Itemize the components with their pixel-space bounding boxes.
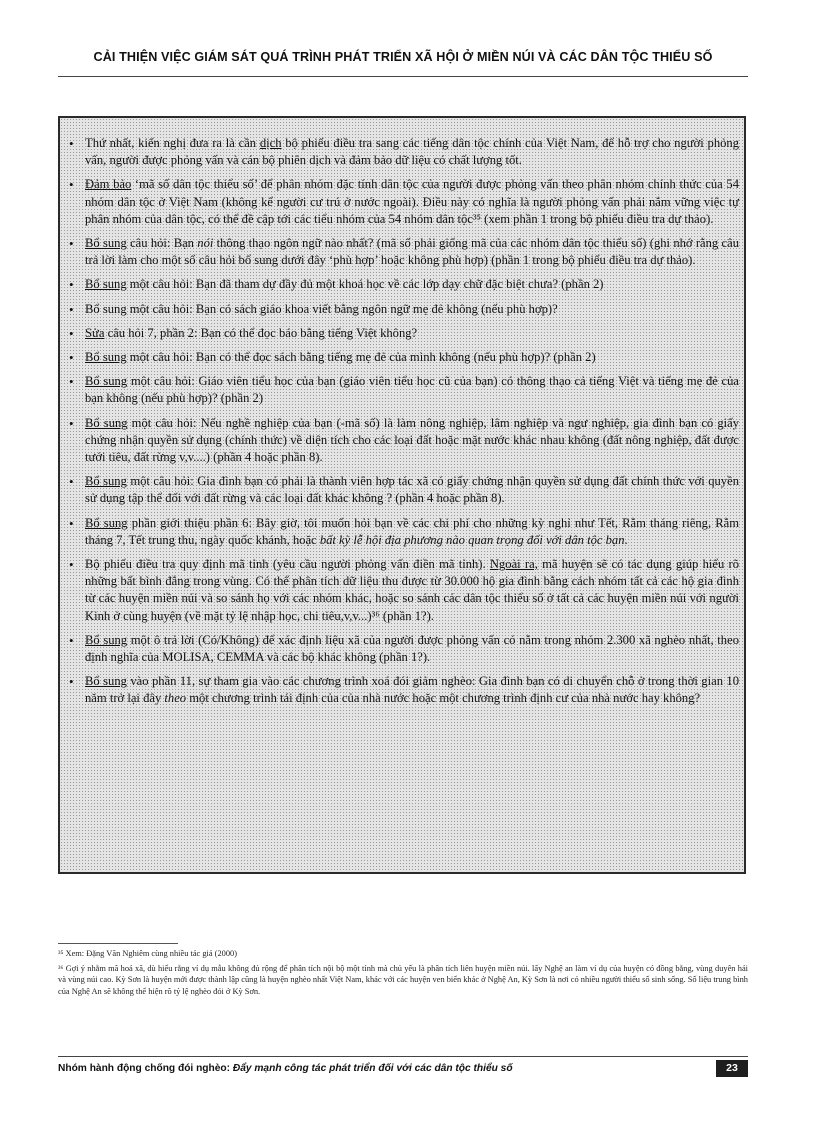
footnote-36: ³⁶ Gợi ý nhằm mã hoá xã, dù hiểu rằng ví dụ mẫu không đủ rộng để phân tích nội bộ một tỉnh mà chủ yếu là phân tích liên huyện miền núi. lấy Nghệ an làm ví dụ của huyện có đồng bằng, vùng duyên hải và vùng núi cao. Kỳ Sơn là huyện mới được thành lập cũng là huyện nghèo nhất Việt Nam, khác với các huyện ven biển khác ở Nghệ An, Kỳ Sơn là nơi có nhiều người thiểu số sinh sống. Số liệu trung bình của Nghệ An sẽ không thể hiện rõ tỷ lệ nghèo đói ở Kỳ Sơn.	[58, 963, 748, 996]
list-item: • Sửa câu hỏi 7, phần 2: Bạn có thể đọc báo bằng tiếng Việt không?	[69, 325, 739, 342]
footer-org: Nhóm hành động chống đói nghèo:	[58, 1063, 233, 1074]
footnotes	[58, 948, 748, 1000]
list-item: • Bổ sung một câu hỏi: Giáo viên tiểu học của bạn (giáo viên tiểu học cũ của bạn) có thông thạo cả tiếng Việt và tiếng mẹ đẻ của bạn không (nếu phù hợp)? (phần 2)	[69, 373, 739, 407]
list-item: • Đảm bảo ‘mã số dân tộc thiểu số’ để phân nhóm đặc tính dân tộc của người được phỏng vấn theo phân nhóm chính thức của 54 nhóm dân tộc ở Việt Nam (không kể người cư trú ở nước ngoài). Điều này có nghĩa là người phỏng vấn phải nắm vững việc tự phân nhóm của dân tộc, có thể đề cập tới các tiểu nhóm của 54 nhóm dân tộc³⁵ (xem phần 1 trong bộ phiếu điều tra dự thảo).	[69, 176, 739, 228]
page-number: 23	[716, 1060, 748, 1077]
footer-subtitle: Đẩy mạnh công tác phát triển đối với các dân tộc thiểu số	[232, 1063, 513, 1074]
list-item: • Bổ sung vào phần 11, sự tham gia vào các chương trình xoá đói giảm nghèo: Gia đình bạn có di chuyển chỗ ở trong thời gian 10 năm trở lại đây theo một chương trình tái định của của nhà nước hoặc một chương trình định cư của nhà nước hay không?	[69, 673, 739, 707]
footnote-35: ³⁵ Xem: Đặng Văn Nghiêm cùng nhiều tác giả (2000)	[58, 949, 238, 958]
footnote-divider	[58, 943, 178, 944]
running-footer	[58, 1063, 513, 1074]
running-header: CẢI THIỆN VIỆC GIÁM SÁT QUÁ TRÌNH PHÁT TRIỂN XÃ HỘI Ở MIỀN NÚI VÀ CÁC DÂN TỘC THIỂU SỐ	[93, 50, 713, 64]
list-item: • Bổ sung một ô trả lời (Có/Không) để xác định liệu xã của người được phỏng vấn có nằm trong nhóm 2.300 xã nghèo nhất, theo định nghĩa của MOLISA, CEMMA và các bộ khác không (phần 1?).	[69, 632, 739, 666]
recommendation-list	[69, 135, 739, 708]
list-item: • Bộ phiếu điều tra quy định mã tỉnh (yêu cầu người phỏng vấn điền mã tỉnh). Ngoài ra, mã huyện sẽ có tác dụng giúp hiểu rõ những bất bình đẳng trong vùng. Có thể phân tích dữ liệu thu được từ 30.000 hộ gia đình bằng cách nhóm tất cả các hộ gia đình từ các huyện miền núi và so sánh họ với các nhóm khác, hoặc so sánh các dân tộc thiểu số ở tất cả các huyện miền núi với người Kinh ở cùng huyện (về mặt tỷ lệ nhập học, chi tiêu,v,v...)³⁶ (phần 1?).	[69, 556, 739, 625]
list-item: • Bổ sung phần giới thiệu phần 6: Bây giờ, tôi muốn hỏi bạn về các chi phí cho những kỳ nghỉ như Tết, Rằm tháng riêng, Rằm tháng 7, Tết trung thu, ngày quốc khánh, hoặc bất kỳ lễ hội địa phương nào quan trọng đối với dân tộc bạn.	[69, 515, 739, 549]
list-item: • Bổ sung một câu hỏi: Gia đình bạn có phải là thành viên hợp tác xã có giấy chứng nhận quyền sử dụng đất chính thức với quyền sử dụng tập thể đối với đất rừng và các loại đất khác không ? (phần 4 hoặc phần 8).	[69, 473, 739, 507]
recommendations-box	[58, 116, 746, 874]
list-item: • Bổ sung một câu hỏi: Bạn đã tham dự đầy đủ một khoá học về các lớp dạy chữ đặc biệt chưa? (phần 2)	[69, 276, 739, 293]
list-item: • Bổ sung câu hỏi: Bạn nói thông thạo ngôn ngữ nào nhất? (mã số phải giống mã của các nhóm dân tộc thiểu số) (ghi nhớ rằng câu trả lời làm cho một số câu hỏi bổ sung dưới đây ‘phù hợp’ hoặc không phù hợp) (phần 1 trong bộ phiếu điều tra dự thảo).	[69, 235, 739, 269]
list-item: • Thứ nhất, kiến nghị đưa ra là cần dịch bộ phiếu điều tra sang các tiếng dân tộc chính của Việt Nam, để hỗ trợ cho người phỏng vấn, người được phỏng vấn và cán bộ phiên dịch và đảm bảo dữ liệu có chất lượng tốt.	[69, 135, 739, 169]
list-item: • Bổ sung một câu hỏi: Nếu nghề nghiệp của bạn (-mã số) là làm nông nghiệp, lâm nghiệp và ngư nghiệp, gia đình bạn có giấy chứng nhận quyền sử dụng (chính thức) về diện tích cho các loại đất hoặc mặt nước khác nhau không (đất nông nghiệp, đất được tưới tiêu, đất rừng v,v....) (phần 4 hoặc phần 8).	[69, 415, 739, 467]
list-item: • Bổ sung một câu hỏi: Bạn có sách giáo khoa viết bằng ngôn ngữ mẹ đẻ không (nếu phù hợp)?	[69, 301, 739, 318]
footer-divider	[58, 1056, 748, 1057]
header-divider	[58, 76, 748, 77]
list-item: • Bổ sung một câu hỏi: Bạn có thể đọc sách bằng tiếng mẹ đẻ của mình không (nếu phù hợp)? (phần 2)	[69, 349, 739, 366]
